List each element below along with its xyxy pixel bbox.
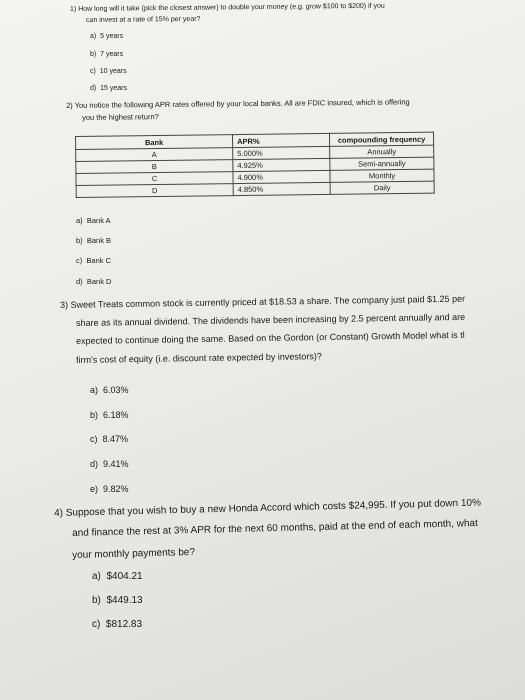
table-cell: Semi-annually [330, 157, 434, 170]
apr-table [75, 132, 435, 198]
option-text: 9.41% [103, 459, 129, 469]
column-header-bank: Bank [76, 135, 233, 150]
q3-option-b [90, 410, 129, 420]
option-text: 7 years [100, 51, 124, 58]
q3-option-a [90, 385, 129, 395]
q4-line-2: and finance the rest at 3% APR for the next 60 months, paid at the end of each month, what [72, 518, 478, 539]
table-cell: D [76, 184, 233, 198]
option-text: $449.13 [106, 595, 143, 606]
table-cell: 4.850% [233, 182, 330, 195]
table-cell: Daily [330, 181, 434, 194]
option-text: 6.18% [103, 410, 129, 420]
option-text: 8.47% [102, 434, 129, 444]
q1-question-cont: can invest at a rate of 15% per year? [86, 15, 201, 24]
q2-option-d [76, 277, 111, 286]
q2-option-c [76, 256, 111, 265]
option-letter: a) [90, 385, 99, 395]
option-letter: a) [92, 571, 101, 582]
q1-option-b [90, 51, 123, 58]
q4-option-b [92, 595, 143, 606]
option-letter: b) [90, 51, 97, 58]
option-letter: e) [90, 484, 99, 494]
table-cell: B [76, 160, 233, 174]
table-cell: 4.900% [233, 170, 330, 183]
option-text: $404.21 [106, 571, 143, 582]
q2-question-cont: you the highest return? [82, 112, 159, 122]
q3-option-d [90, 459, 129, 469]
option-text: 5 years [100, 33, 124, 40]
q1-question: 1) How long will it take (pick the closest answer) to double your money (e.g. grow $100 to $200) if you [70, 2, 385, 13]
option-letter: d) [90, 459, 99, 469]
option-letter: c) [92, 619, 101, 630]
q3-line-2: share as its annual dividend. The dividends have been increasing by 2.5 percent annually and are [76, 311, 466, 328]
table-cell: A [76, 148, 233, 162]
option-letter: d) [76, 277, 83, 286]
option-letter: c) [90, 68, 96, 75]
option-text: Bank A [86, 216, 111, 225]
option-text: 10 years [99, 68, 127, 75]
q3-line-1: 3) Sweet Treats common stock is currently priced at $18.53 a share. The company just paid $1.25 per [60, 293, 466, 310]
q1-option-d [90, 85, 127, 92]
option-letter: b) [92, 595, 101, 606]
q4-option-a [92, 571, 143, 582]
table-cell: 4.925% [233, 158, 330, 171]
q3-line-3: expected to continue doing the same. Based on the Gordon (or Constant) Growth Model what is tl [76, 329, 465, 346]
column-header-compounding: compounding frequency [329, 132, 433, 146]
option-text: Bank B [86, 236, 112, 245]
q3-option-e [90, 484, 129, 494]
q4-line-3: your monthly payments be? [72, 546, 196, 561]
option-letter: a) [76, 216, 83, 225]
table-cell: Annually [330, 145, 434, 158]
option-letter: a) [90, 33, 97, 40]
table-cell: Monthly [330, 169, 434, 182]
q2-question: 2) You notice the following APR rates offered by your local banks. All are FDIC insured, which is offering [66, 97, 410, 110]
q4-option-c [92, 619, 142, 630]
table-cell: C [76, 172, 233, 186]
option-text: $812.83 [105, 619, 143, 630]
option-letter: c) [76, 256, 83, 265]
q3-option-c [90, 434, 128, 444]
option-text: 9.82% [103, 484, 129, 494]
q2-option-b [76, 236, 111, 245]
q2-option-a [76, 216, 111, 225]
option-text: 6.03% [103, 385, 129, 395]
table-cell: 5.000% [233, 146, 330, 159]
q1-option-c [90, 68, 127, 75]
option-letter: d) [90, 85, 97, 92]
option-letter: b) [76, 236, 83, 245]
q3-line-4: firm's cost of equity (i.e. discount rate expected by investors)? [76, 351, 322, 365]
q1-option-a [90, 33, 123, 40]
q4-line-1: 4) Suppose that you wish to buy a new Honda Accord which costs $24,995. If you put down 10% [54, 497, 482, 519]
option-letter: b) [90, 410, 99, 420]
option-letter: c) [90, 434, 98, 444]
option-text: 15 years [100, 85, 127, 92]
column-header-apr: APR% [232, 133, 329, 147]
option-text: Bank C [86, 256, 112, 265]
option-text: Bank D [86, 277, 112, 286]
